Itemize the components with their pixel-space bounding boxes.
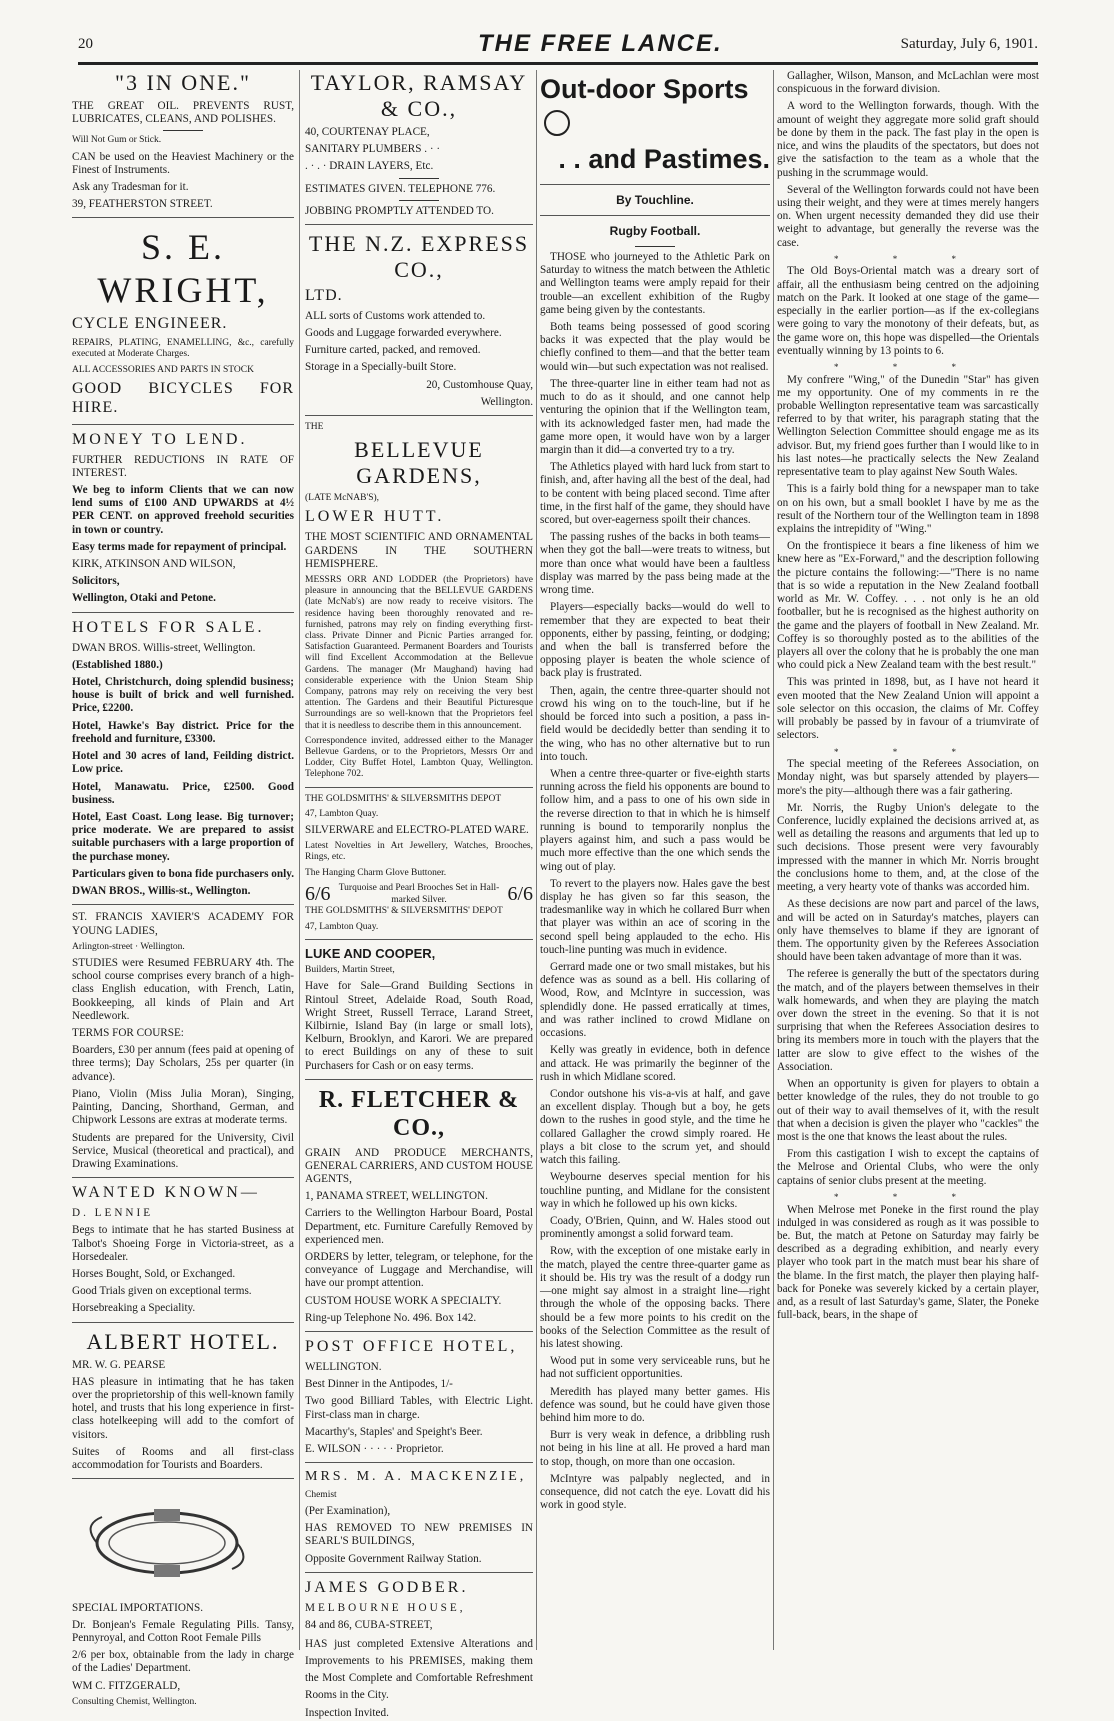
ad-wanted — [72, 1184, 294, 1315]
ad-address: 1, PANAMA STREET, WELLINGTON. — [305, 1190, 488, 1203]
ad-subtitle: FURTHER REDUCTIONS IN RATE OF INTEREST. — [72, 453, 294, 479]
newspaper-title: THE FREE LANCE. — [478, 30, 723, 57]
article-paragraph: Both teams being possessed of good scoring backs it was expected that the play would be chiefly confined to them—and that the better team would win—but such expectation was not realised. — [540, 320, 770, 373]
divider — [72, 424, 294, 425]
article-paragraph: Coady, O'Brien, Quinn, and W. Hales stood out prominently amongst a solid forward team. — [540, 1214, 770, 1241]
ad-three-in-one — [72, 70, 294, 211]
divider — [399, 178, 439, 179]
ad-hotels — [72, 619, 294, 899]
divider — [305, 1462, 533, 1463]
issue-date: Saturday, July 6, 1901. — [900, 36, 1038, 52]
ad-body: Hotel, Hawke's Bay district. Price for the freehold and furniture, £3300. — [72, 719, 294, 745]
article-paragraph: This was printed in 1898, but, as I have not heard it even mooted that the New Zealand Union will appoint a sole selector on this occasion, the claims of Mr. Coffey will probably be passed by in favour of a triumvirate of selectors. — [777, 676, 1039, 742]
ad-line: HAS REMOVED TO NEW PREMISES IN SEARL'S BUILDINGS, — [305, 1522, 533, 1548]
ad-body: Particulars given to bona fide purchasers only. — [72, 867, 294, 880]
ad-signature: DWAN BROS., Willis-st., Wellington. — [72, 885, 251, 898]
article-paragraph: On the frontispiece it bears a fine likeness of him we knew here as "Ex-Forward," and the description following the picture contains the following:—"There is no name that is so wide a reputation in the New Zealand football world as Mr. W. Coffey. . . . not only is he an old footballer, but he is recognised as the highest authority on the game and the players of football in New Zealand. Mr. Coffey is so thoroughly posted as to the abilities of the players all over the colony that he is probably the one man who could pick a New Zealand team with the best result." — [777, 540, 1039, 672]
ad-title: TAYLOR, RAMSAY & CO., — [310, 70, 528, 121]
ad-body: Ring-up Telephone No. 496. Box 142. — [305, 1311, 477, 1324]
ad-line: Will Not Gum or Stick. — [72, 135, 162, 146]
ad-mackenzie — [305, 1469, 533, 1566]
ad-taylor-ramsay — [305, 70, 533, 218]
section-heading: Rugby Football. — [609, 223, 701, 238]
ad-wright — [72, 226, 294, 417]
ad-body: Storage in a Specially-built Store. — [305, 361, 457, 374]
article-paragraph: When Melrose met Poneke in the first round the play indulged in was considered as rough as it was possible to be. But, the match at Petone on Saturday may fairly be described as a degrading exhibition, and nearly every player who took part in the match must bear his share of the blame. In the first match, the player then playing half-back for Poneke was severely kicked by a certain player, and, as a result of last Saturday's game, Slater, the Poneke full-back, bears, in the shape of — [777, 1203, 1039, 1322]
ad-address: Wellington. — [480, 395, 533, 408]
ad-address: 47, Lambton Quay. — [305, 921, 379, 932]
ad-address: Arlington-street · Wellington. — [72, 941, 185, 952]
article-paragraph: Then, again, the centre three-quarter should not crowd his wing on to the touch-line, but if he should be forced into such a position, a pass in-field would be decidedly better than sending it to the wing, who has no other alternative but to run into touch. — [540, 684, 770, 763]
ad-body: HAS pleasure in intimating that he has taken over the proprietorship of this well-known family hotel, and trusts that his long experience in first-class hotelkeeping will add to the comfort of visitors. — [72, 1375, 294, 1441]
ad-body: Begs to intimate that he has started Business at Talbot's Shoeing Forge in Victoria-street, as a Horsedealer. — [72, 1224, 294, 1263]
ad-nz-express — [305, 231, 533, 409]
ad-title: JAMES GODBER. — [305, 1578, 469, 1596]
masthead — [78, 30, 1038, 58]
ad-line: REPAIRS, PLATING, ENAMELLING, &c., carefully executed at Moderate Charges. — [72, 338, 294, 360]
ad-body: Piano, Violin (Miss Julia Moran), Singing, Painting, Dancing, Shorthand, German, and Chipwork Lessons are extras at moderate terms. — [72, 1087, 294, 1127]
ad-title: WANTED KNOWN— — [72, 1184, 260, 1202]
ad-line: Horses Bought, Sold, or Exchanged. — [72, 1267, 236, 1280]
article-paragraph: Weybourne deserves special mention for his touchline punting, and Midlane for the consistent way in which he followed up his own kicks. — [540, 1171, 770, 1210]
article-paragraph: Gallagher, Wilson, Manson, and McLachlan were most conspicuous in the forward division. — [777, 70, 1039, 96]
ad-body: Hotel and 30 acres of land, Feilding district. Low price. — [72, 750, 294, 776]
ad-line: (Per Examination), — [305, 1505, 391, 1518]
divider — [305, 415, 533, 416]
article-paragraph: The Old Boys-Oriental match was a dreary sort of affair, all the enthusiasm being centred on the adjoining match on the Park. It looked at one stage of the game—especially in the earlier portion—as if the ex-collegians were going to vary the monotony of their defeats, but, as the game wore on, this hope was dispelled—the Orientals eventually winning by 13 points to 6. — [777, 265, 1039, 357]
ad-address: 39, FEATHERSTON STREET. — [72, 198, 213, 211]
ad-subtitle: WELLINGTON. — [305, 1361, 382, 1374]
ad-bellevue-gardens — [305, 422, 533, 781]
ad-body: Have for Sale—Grand Building Sections in Rintoul Street, Adelaide Road, South Road, Wright Street, Russell Terrace, Larand Street, Kilbirnie, Island Bay (in large or small lots), Kelburn, Brooklyn, and Karori. We are prepared to erect Buildings on any of these to suit Purchasers for Cash or on easy terms. — [305, 980, 533, 1072]
ad-line: (Established 1880.) — [72, 658, 163, 671]
ad-title: MONEY TO LEND. — [72, 430, 248, 448]
article-body — [777, 374, 1039, 743]
ad-body: Suites of Rooms and all first-class accommodation for Tourists and Boarders. — [72, 1445, 294, 1472]
ad-body: CUSTOM HOUSE WORK A SPECIALTY. — [305, 1294, 502, 1307]
divider — [540, 215, 770, 216]
article-paragraph: This is a fairly bold thing for a newspaper man to take on on his own, but a small booklet I have by me as the result of the Northern tour of the Wellington team in 1898 explains the intrepidity of "Wing." — [777, 483, 1039, 535]
article-paragraph: Kelly was greatly in evidence, both in defence and attack. He was primarily the beginner of the rush in which Midlane scored. — [540, 1044, 770, 1083]
divider — [305, 1572, 533, 1573]
ad-body: Easy terms made for repayment of principal. — [72, 540, 287, 553]
article-paragraph: Row, with the exception of one mistake early in the match, played the centre three-quarter game as it should be. His try was the result of a dodgy run—one might say almost in a straight line—right through the whole of the opposing backs. There should be a few more points to his credit on the books of the Selection Committee as the result of his latest showing. — [540, 1245, 770, 1350]
ad-line: Opposite Government Railway Station. — [305, 1552, 482, 1565]
ad-signature: WM C. FITZGERALD, — [72, 1679, 181, 1692]
byline: By Touchline. — [616, 192, 694, 207]
ad-subtitle: MR. W. G. PEARSE — [72, 1358, 166, 1371]
ad-subtitle: CYCLE ENGINEER. — [72, 315, 228, 333]
ad-title: BELLEVUE GARDENS, — [354, 437, 484, 489]
ad-line: ESTIMATES GIVEN. TELEPHONE 776. — [305, 182, 496, 195]
divider — [305, 939, 533, 940]
column-divider — [536, 70, 537, 1650]
ad-line: GOOD BICYCLES FOR HIRE. — [72, 379, 294, 416]
article-paragraph: Burr is very weak in defence, a dribbling rush not being in his line at all. He proved a hard man to stop, though, on more than one occasion. — [540, 1429, 770, 1468]
ad-body: STUDIES were Resumed FEBRUARY 4th. The school course comprises every branch of a high-class English education, with French, Latin, Bookkeeping, all kinds of Plain and Art Needlework. — [72, 956, 294, 1022]
separator-stars: * * * — [834, 1191, 982, 1202]
divider — [399, 200, 439, 201]
ad-subtitle: (LATE McNAB'S), — [305, 493, 380, 504]
ad-body: HAS just completed Extensive Alterations and Improvements to his PREMISES, making them the Most Complete and Comfortable Refreshment Rooms in the City. — [305, 1638, 533, 1701]
ad-title: POST OFFICE HOTEL, — [305, 1338, 518, 1356]
ad-body: Correspondence invited, addressed either to the Manager Bellevue Gardens, or to the Proprietors, Messrs Orr and Lodder, City Buffet Hotel, Lambton Quay, Wellington. Telephone 702. — [305, 735, 533, 780]
page-number: 20 — [78, 36, 93, 52]
ad-title: ST. FRANCIS XAVIER'S ACADEMY FOR YOUNG LADIES, — [72, 911, 294, 937]
article-paragraph: A word to the Wellington forwards, though. With the amount of weight they aggregate more solid graft should be done by them in the pack. The fast play in the open is nice, and wins the plaudits of the spectators, but does not give the satisfaction to the team as a whole that the pushing in the scrummage would. — [777, 100, 1039, 179]
price-left: 6/6 — [305, 882, 331, 905]
article-paragraph: As these decisions are now part and parcel of the laws, and will be acted on in Saturday's matches, players can only have themselves to blame if they are ignorant of them. The opportunity given by the Referees Association should have been taken advantage of more than it was. — [777, 898, 1039, 964]
ad-line: Ask any Tradesman for it. — [72, 181, 189, 194]
divider — [72, 217, 294, 218]
price-description: Turquoise and Pearl Brooches Set in Hall-marked Silver. — [338, 883, 500, 905]
article-paragraph: The passing rushes of the backs in both teams—when they got the ball—were treats to witness, but more than once what would have been a faultless display was marred by the pass being made at the wrong time. — [540, 531, 770, 597]
ad-body: We beg to inform Clients that we can now lend sums of £100 AND UPWARDS at 4½ PER CENT. on approved freehold securities in town or country. — [72, 483, 294, 536]
ad-line: THE GREAT OIL. PREVENTS RUST, LUBRICATES, CLEANS, AND POLISHES. — [72, 99, 294, 126]
ad-line: SILVERWARE and ELECTRO-PLATED WARE. — [305, 824, 529, 836]
article-body — [777, 1204, 1039, 1323]
ad-body: Carriers to the Wellington Harbour Board, Postal Department, etc. Furniture Carefully Removed by experienced men. — [305, 1207, 533, 1246]
article-paragraph: Wood put in some very serviceable runs, but he had not sufficient opportunities. — [540, 1355, 770, 1381]
article-paragraph: Several of the Wellington forwards could not have been using their weight, and they were at times merely hangers on. When urgent necessity demanded they did use their weight to advantage, but generally the reverse was the case. — [777, 183, 1039, 249]
ad-body: Hotel, East Coast. Long lease. Big turnover; price moderate. We are prepared to assist suitable purchasers with a large proportion of the purchase money. — [72, 810, 294, 863]
ad-title: THE N.Z. EXPRESS CO., — [308, 231, 530, 282]
rubber-ring-illustration — [72, 1495, 262, 1591]
ad-signature: Wellington, Otaki and Petone. — [72, 592, 216, 605]
ad-line: Latest Novelties in Art Jewellery, Watches, Brooches, Rings, etc. — [305, 841, 533, 863]
sports-heading — [540, 74, 770, 138]
article-paragraph: Mr. Norris, the Rugby Union's delegate to the Conference, lucidly explained the decisions arrived at, as well as detailing the reasons and arguments that led up to such decisions. Those present were very favourably impressed with the manner in which Mr. Norris brought the conclusions home to them, and, at the close of the meeting, a very hearty vote of thanks was accorded him. — [777, 801, 1039, 894]
ad-signature: E. WILSON · · · · · Proprietor. — [305, 1443, 444, 1456]
ad-title: MRS. M. A. MACKENZIE, — [305, 1469, 527, 1485]
ad-title: R. FLETCHER & CO., — [318, 1086, 520, 1142]
article-body — [777, 265, 1039, 358]
ad-body: ORDERS by letter, telegram, or telephone, for the conveyance of Luggage and Merchandise, will have our prompt attention. — [305, 1251, 533, 1290]
article-paragraph: The Athletics played with hard luck from start to finish, and, after having all the best of the deal, had to be content with being placed second. Time after time, in the first half of the game, they should have scored, but over-eagerness spoilt their chances. — [540, 461, 770, 527]
ad-title: SPECIAL IMPORTATIONS. — [72, 1601, 204, 1614]
article-paragraph: McIntyre was palpably neglected, and in consequence, did not catch the eye. Lovatt did his work in good style. — [540, 1472, 770, 1512]
separator-stars: * * * — [834, 746, 982, 757]
ad-line: JOBBING PROMPTLY ATTENDED TO. — [305, 204, 494, 217]
football-icon — [544, 110, 570, 136]
ad-body: Goods and Luggage forwarded everywhere. — [305, 327, 502, 339]
divider — [72, 1177, 294, 1178]
ad-post-office-hotel — [305, 1338, 533, 1456]
ad-line: MELBOURNE HOUSE, — [305, 1601, 466, 1614]
article-body — [777, 70, 1039, 250]
divider — [305, 1079, 533, 1080]
ad-subtitle: Builders, Martin Street, — [305, 965, 395, 976]
ad-line: CAN be used on the Heaviest Machinery or the Finest of Instruments. — [72, 150, 294, 176]
ad-line: SANITARY PLUMBERS . · · — [305, 143, 441, 156]
divider — [305, 224, 533, 225]
ad-body: Two good Billiard Tables, with Electric Light. First-class man in charge. — [305, 1395, 533, 1421]
column-1 — [72, 70, 294, 1707]
ad-body: Boarders, £30 per annum (fees paid at opening of three terms); Day Scholars, 25s per quarter (in advance). — [72, 1044, 294, 1083]
ad-body: Hotel, Christchurch, doing splendid business; house is built of brick and well furnished. Price, £2200. — [72, 676, 294, 715]
article-body — [540, 251, 770, 1513]
ad-fletcher — [305, 1086, 533, 1325]
article-paragraph: Players—especially backs—would do well to remember that they are expected to beat their opponents, either by passing, feinting, or dodging; and when the ball is transferred before the opposing player is beaten the whole science of back play is frustrated. — [540, 601, 770, 680]
ad-body: Macarthy's, Staples' and Speight's Beer. — [305, 1425, 483, 1438]
ad-title: "3 IN ONE." — [115, 70, 251, 95]
divider — [72, 904, 294, 905]
ad-luke-cooper — [305, 946, 533, 1073]
ad-line: The Hanging Charm Glove Buttoner. — [305, 867, 447, 878]
column-divider — [299, 70, 300, 1650]
column-3 — [540, 70, 770, 1660]
divider — [72, 612, 294, 613]
ad-subtitle: Chemist — [305, 1489, 337, 1500]
ad-location: LOWER HUTT. — [305, 508, 445, 526]
masthead-rule — [78, 62, 1038, 65]
ad-tagline: THE MOST SCIENTIFIC AND ORNAMENTAL GARDENS IN THE SOUTHERN HEMISPHERE. — [305, 531, 533, 570]
article-paragraph: Meredith has played many better games. His defence was sound, but he could have given those behind him more to do. — [540, 1385, 770, 1425]
column-4 — [777, 70, 1039, 1660]
ad-line: Horsebreaking a Speciality. — [72, 1302, 196, 1315]
ad-footer: THE GOLDSMITHS' & SILVERSMITHS' DEPOT — [305, 906, 503, 917]
divider — [305, 1331, 533, 1332]
ad-body: 2/6 per box, obtainable from the lady in charge of the Ladies' Department. — [72, 1649, 294, 1675]
sports-subheading: . . and Pastimes. — [558, 143, 770, 174]
article-paragraph: From this castigation I wish to except the captains of the Melrose and Oriental Clubs, who were the only captains of senior clubs present at the meeting. — [777, 1148, 1039, 1187]
article-body — [777, 758, 1039, 1188]
ad-line: 40, COURTENAY PLACE, — [305, 125, 430, 138]
ad-title: THE GOLDSMITHS' & SILVERSMITHS DEPOT — [305, 793, 502, 804]
divider — [72, 1478, 294, 1479]
column-divider — [773, 70, 774, 1650]
article-paragraph: My confrere "Wing," of the Dunedin "Star" has given me my opportunity. One of my comments in re the probable Wellington representative team was sarcastically referred to by that writer, his paragraph stating that the Wellington Selection Committee should engage me as its advisor. But, my friend goes further than I would like to in his last notes—he practically selects the New Zealand representative team to play against New South Wales. — [777, 373, 1039, 479]
ad-line: Good Trials given on exceptional terms. — [72, 1285, 252, 1298]
ad-body: Dr. Bonjean's Female Regulating Pills. Tansy, Pennyroyal, and Cotton Root Female Pills — [72, 1618, 294, 1644]
article-paragraph: The referee is generally the butt of the spectators during the match, and of the players between themselves in their walk homewards, and when they are playing the match over down the street in the evening. So that it is not surprising that when the Referees Association desires to bring its members more in touch with the players that the latter are slow to give effect to the wishes of the Association. — [777, 968, 1039, 1073]
ad-subtitle: TERMS FOR COURSE: — [72, 1027, 184, 1040]
price-right: 6/6 — [507, 882, 533, 905]
article-paragraph: When a centre three-quarter or five-eighth starts running across the field his opponents are bound to follow him, and a pass to one of his own side in the reverse direction to that in which he is himself running is bound to temporarily nonplus the players against him, and such a pass would be much more effective than the one which sends the wing out of play. — [540, 767, 770, 873]
article-paragraph: When an opportunity is given for players to obtain a better knowledge of the rules, they do not trouble to go out of their way to avail themselves of it, with the result that when a decision is given the player who "cackles" the most is the one that knows the least about the rules. — [777, 1078, 1039, 1144]
ad-title: S. E. WRIGHT, — [97, 227, 269, 310]
ad-body: ALL sorts of Customs work attended to. — [305, 309, 486, 322]
ad-line: DWAN BROS. Willis-street, Wellington. — [72, 641, 256, 654]
ad-address: 47, Lambton Quay. — [305, 808, 379, 819]
ad-goldsmiths — [305, 794, 533, 933]
price-row — [305, 883, 533, 907]
separator-stars: * * * — [834, 361, 982, 372]
ad-signature: Consulting Chemist, Wellington. — [72, 1696, 197, 1707]
article-paragraph: The special meeting of the Referees Association, on Monday night, was but sparsely attended by players—more's the pity—although there was a fair gathering. — [777, 758, 1039, 797]
ad-subtitle: LTD. — [305, 286, 343, 304]
ad-body: Furniture carted, packed, and removed. — [305, 344, 481, 357]
ad-body: Best Dinner in the Antipodes, 1/- — [305, 1378, 453, 1391]
ad-st-francis — [72, 911, 294, 1171]
ad-title: LUKE AND COOPER, — [305, 945, 436, 961]
ad-line: . · . · DRAIN LAYERS, Etc. — [305, 160, 434, 173]
divider — [305, 787, 533, 788]
article-paragraph: THOSE who journeyed to the Athletic Park on Saturday to witness the match between the Athletic and Wellington teams were amply repaid for their trouble—an excellent exhibition of the Rugby game being given by the contestants. — [540, 250, 770, 316]
article-paragraph: The three-quarter line in either team had not as much to do as it should, and one cannot help venturing the opinion that if the Wellington team, with its acknowledged faster men, had made the game more open, it would have won by a larger margin than it did—a converted try to a try. — [540, 377, 770, 456]
divider — [540, 184, 770, 185]
ad-special-importations — [72, 1485, 294, 1708]
separator-stars: * * * — [834, 253, 982, 264]
ad-line: GRAIN AND PRODUCE MERCHANTS, GENERAL CARRIERS, AND CUSTOM HOUSE AGENTS, — [305, 1146, 533, 1185]
sports-heading-text: Out-door Sports — [540, 74, 749, 104]
ad-address: 20, Customhouse Quay, — [426, 378, 533, 391]
ad-godber — [305, 1579, 533, 1721]
ad-body: MESSRS ORR AND LODDER (the Proprietors) have pleasure in announcing that the BELLEVUE GARDENS (late McNab's) are now ready to receive visitors. The residence having been thoroughly renovated and re-furnished, patrons may rely on finding everything first-class. Private Dinner and Picnic Parties arranged for. Satisfaction Guaranteed. Permanent Boarders and Tourists will find Excellent Accommodation at the Bellevue Gardens. The manager (Mr Maughand) having had considerable experience with the Union Steam Ship Company, patrons may rely on receiving the very best attention. The Gardens and their Beautiful Picturesque Surroundings are so well-known that the Proprietors feel that it is needless to describe them in this announcement. — [305, 574, 533, 731]
divider — [72, 1322, 294, 1323]
divider — [635, 246, 675, 247]
article-paragraph: Gerrard made one or two small mistakes, but his defence was as sound as a bell. His collaring of Wood, Row, and McIntyre in succession, was splendidly done. He passed erratically at times, and was rather inclined to crowd Midlane on occasions. — [540, 961, 770, 1040]
ad-title: HOTELS FOR SALE. — [72, 618, 265, 636]
ad-title: ALBERT HOTEL. — [86, 1328, 280, 1354]
ad-subtitle: D. LENNIE — [72, 1207, 154, 1220]
column-2 — [305, 70, 533, 1720]
ad-signature: KIRK, ATKINSON AND WILSON, — [72, 558, 236, 571]
article-paragraph: Condor outshone his vis-a-vis at half, and gave an excellent display. Though but a boy, he gets down to the rushes in good style, and the time he collared Gallagher the crowd simply roared. He plays a bit close to the scrum yet, and should watch this failing. — [540, 1088, 770, 1167]
ad-line: ALL ACCESSORIES AND PARTS IN STOCK — [72, 364, 254, 375]
ad-footer: Inspection Invited. — [305, 1707, 389, 1720]
ad-signature: Solicitors, — [72, 575, 120, 588]
ad-line: THE — [305, 422, 324, 433]
divider — [163, 130, 203, 131]
ad-albert-hotel — [72, 1329, 294, 1473]
ad-money — [72, 431, 294, 606]
ad-address: 84 and 86, CUBA-STREET, — [305, 1619, 433, 1632]
article-paragraph: To revert to the players now. Hales gave the best display he has given so far this season, the tradesmanlike way in which he collared Burr when that player was within an ace of scoring in the second spell being applauded to the echo. His touch-line punting was much in evidence. — [540, 877, 770, 956]
ad-body: Hotel, Manawatu. Price, £2500. Good business. — [72, 780, 294, 806]
ad-body: Students are prepared for the University, Civil Service, Musical (theoretical and practical), and Drawing Examinations. — [72, 1131, 294, 1170]
